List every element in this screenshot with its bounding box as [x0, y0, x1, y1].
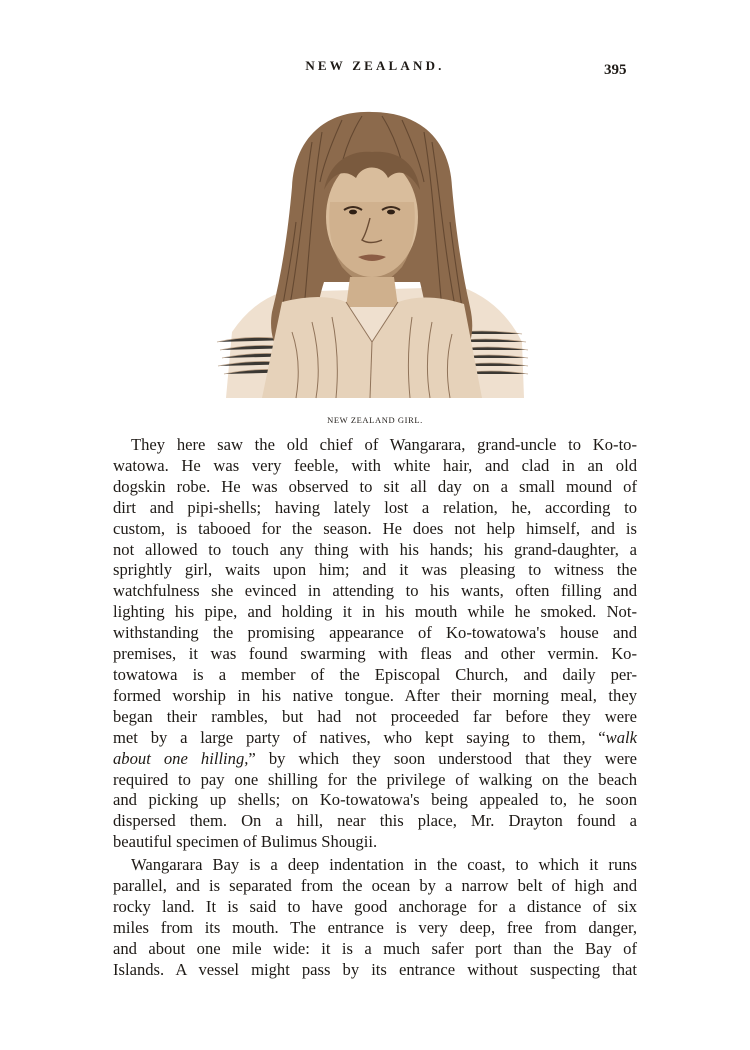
text-line: required to pay one shilling for the privilege of walking on the beach: [113, 769, 637, 789]
italic-phrase: about one hilling,: [113, 748, 249, 768]
text-line: miles from its mouth. The entrance is very deep, free from danger,: [113, 917, 637, 937]
text-line: not allowed to touch any thing with his hands; his grand-daughter, a: [113, 539, 637, 559]
text-line: withstanding the promising appearance of Ko-towatowa's house and: [113, 623, 637, 643]
text-line: beautiful specimen of Bulimus Shougii.: [113, 832, 378, 852]
text-line: premises, it was found swarming with fleas and other vermin. Ko-: [113, 644, 637, 664]
text-line: began their rambles, but had not proceeded far before they were: [113, 706, 637, 726]
italic-phrase: walk: [605, 727, 637, 747]
text-line: parallel, and is separated from the ocean by a narrow belt of high and: [113, 876, 637, 896]
text-line: watchfulness she evinced in attending to his wants, often filling and: [113, 581, 637, 601]
text-line: custom, is tabooed for the season. He does not help himself, and is: [113, 518, 637, 538]
paragraph: [113, 855, 637, 980]
text-line: and about one mile wide: it is a much safer port than the Bay of: [113, 938, 637, 958]
page-number: 395: [604, 62, 627, 78]
text-line: rocky land. It is said to have good anchorage for a distance of six: [113, 896, 637, 916]
text-line: about one hilling,” by which they soon understood that they were: [113, 748, 637, 768]
text-line: dispersed them. On a hill, near this place, Mr. Drayton found a: [113, 811, 637, 831]
text-line: Islands. A vessel might pass by its entrance without suspecting that: [113, 959, 637, 979]
text-line: formed worship in his native tongue. After their morning meal, they: [113, 685, 637, 705]
text-line: They here saw the old chief of Wangarara, grand-uncle to Ko-to-: [131, 435, 637, 454]
text-line: dogskin robe. He was observed to sit all day on a small mound of: [113, 476, 637, 496]
text-line: sprightly girl, waits upon him; and it was pleasing to witness the: [113, 560, 637, 580]
text-line: and picking up shells; on Ko-towatowa's being appealed to, he soon: [113, 790, 637, 810]
running-title: NEW ZEALAND.: [305, 58, 445, 73]
paragraph: [113, 435, 637, 853]
text-line: watowa. He was very feeble, with white hair, and clad in an old: [113, 455, 637, 475]
text-line: met by a large party of natives, who kept saying to them, “walk: [113, 727, 637, 747]
text-line: towatowa is a member of the Episcopal Church, and daily per-: [113, 664, 637, 684]
body-text: [113, 435, 637, 981]
figure-caption: NEW ZEALAND GIRL.: [327, 415, 423, 425]
text-line: dirt and pipi-shells; having lately lost a relation, he, according to: [113, 497, 637, 517]
engraving-portrait-illustration: [212, 102, 532, 404]
text-line: Wangarara Bay is a deep indentation in the coast, to which it runs: [131, 855, 637, 875]
text-line: lighting his pipe, and holding it in his mouth while he smoked. Not-: [113, 602, 637, 622]
